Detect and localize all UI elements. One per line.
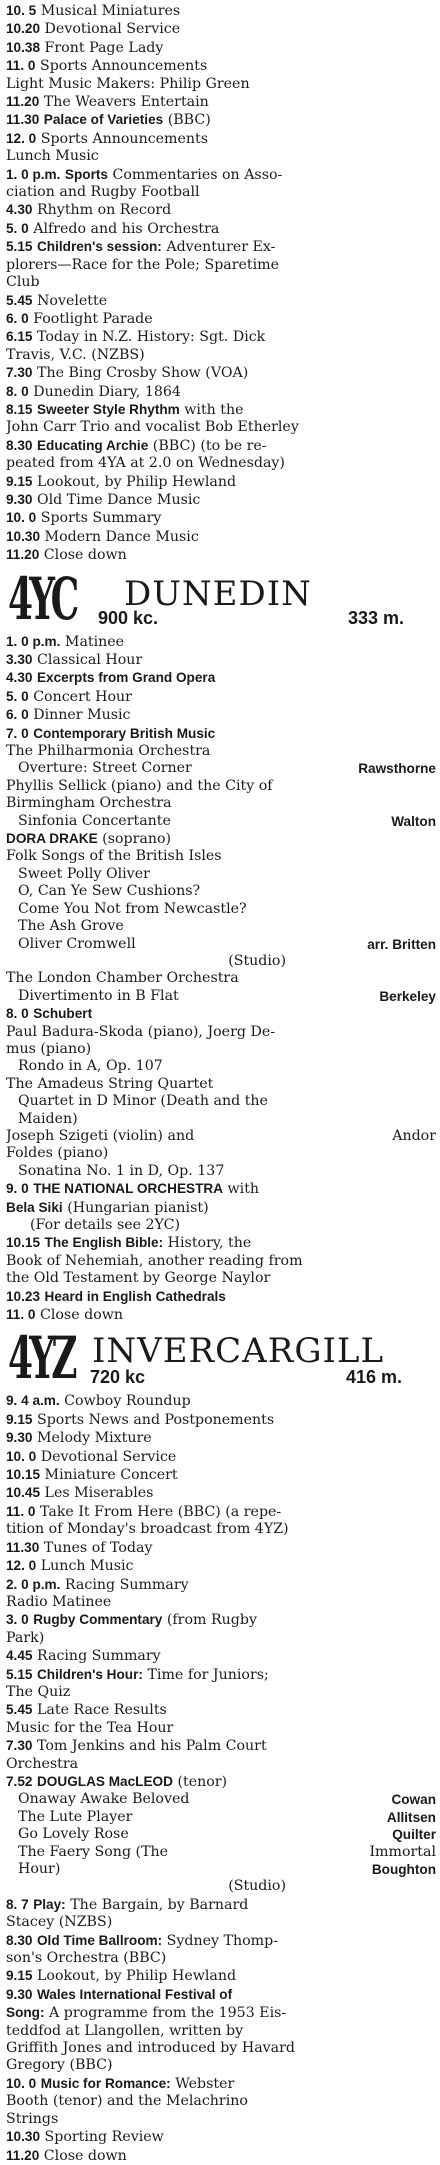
listing-continuation: Booth (tenor) and the Melachrino — [6, 2093, 248, 2110]
listing-time: 6. 0 — [6, 310, 29, 326]
listing-line — [6, 669, 436, 687]
listing-text: Lookout, by Philip Hewland — [36, 1968, 237, 1985]
listing-text: (soprano) — [102, 831, 172, 848]
listing-title: Old Time Ballroom: — [36, 1932, 163, 1948]
listing-title: THE NATIONAL ORCHESTRA — [33, 1181, 224, 1197]
station-header-4yc — [6, 564, 436, 633]
station-wavelength: 416 m. — [346, 1367, 403, 1388]
listing-credit-line — [6, 1809, 436, 1826]
listing-continuation: (Studio) — [228, 952, 286, 969]
listing-time: 10. 0 — [6, 2075, 37, 2091]
listing-continuation: the Old Testament by George Naylor — [6, 1270, 271, 1287]
listing-line — [6, 2004, 436, 2022]
listing-time: 10.38 — [6, 39, 41, 55]
listing-line — [6, 1611, 436, 1629]
listing-line — [6, 1288, 436, 1306]
listing-line — [6, 401, 436, 419]
listing-line — [6, 1484, 436, 1502]
listing-time: 5. 0 — [6, 220, 29, 236]
listing-title: Contemporary British Music — [33, 725, 216, 741]
work-title-cont: Immortal — [369, 1843, 436, 1860]
listing-line — [6, 491, 436, 509]
listing-line — [6, 1503, 436, 1521]
listing-text: Devotional Service — [40, 1448, 177, 1465]
listing-title: Children's session: — [36, 239, 162, 255]
listing-continuation: Sonatina No. 1 in D, Op. 137 — [18, 1162, 225, 1179]
listing-continuation: son's Orchestra (BBC) — [6, 1950, 167, 1967]
listing-title: Schubert — [33, 1006, 93, 1022]
listing-text: Modern Dance Music — [44, 528, 199, 545]
listing-credit-line — [6, 1861, 436, 1878]
listing-credit-line — [6, 760, 436, 777]
listing-time: 10. 0 — [6, 1448, 37, 1464]
station-wavelength: 333 m. — [348, 607, 405, 628]
listing-title: Song: — [6, 2005, 45, 2021]
listing-text: with — [227, 1181, 260, 1198]
listing-continuation: The Philharmonia Orchestra — [6, 743, 211, 760]
listing-time: 11. 0 — [6, 1503, 36, 1519]
listing-line — [6, 528, 436, 546]
work-title: Go Lovely Rose — [18, 1826, 129, 1843]
listing-text: Close down — [40, 1307, 124, 1324]
listing-line — [6, 1234, 436, 1252]
listing-text: Classical Hour — [36, 652, 143, 668]
listing-text: Concert Hour — [33, 688, 132, 705]
listing-time: 8.30 — [6, 1932, 33, 1948]
listing-text: Sports Summary — [40, 510, 162, 527]
listing-continuation: Rondo in A, Op. 107 — [18, 1058, 163, 1075]
listing-time: 9. 4 a.m. — [6, 1393, 60, 1409]
listing-text: Webster — [175, 2075, 235, 2092]
listing-title: DOUGLAS MacLEOD — [36, 1773, 173, 1789]
work-title: Divertimento in B Flat — [18, 987, 179, 1004]
work-title: The Lute Player — [18, 1808, 133, 1825]
listing-time: 11. 0 — [6, 1307, 36, 1323]
listing-continuation: Maiden) — [18, 1110, 78, 1127]
listing-line — [6, 473, 436, 491]
listing-title: Palace of Varieties — [43, 112, 164, 128]
composer: Walton — [391, 813, 436, 829]
listing-line — [6, 1576, 436, 1594]
listing-title: Children's Hour: — [36, 1666, 143, 1682]
listing-text: Lookout, by Philip Hewland — [36, 473, 237, 490]
listing-continuation: The London Chamber Orchestra — [6, 970, 239, 987]
listing-time: 9. 0 — [6, 1181, 29, 1197]
listing-title: Play: — [33, 1896, 66, 1912]
listing-line — [6, 201, 436, 219]
listing-text: Lunch Music — [40, 1558, 134, 1575]
listing-continuation: The Quiz — [6, 1683, 71, 1700]
listing-line — [6, 1557, 436, 1575]
listing-continuation: The Ash Grove — [18, 918, 124, 935]
listing-continuation: Light Music Makers: Philip Green — [6, 75, 250, 92]
listing-line — [6, 830, 436, 848]
listing-text: Commentaries on Asso- — [112, 166, 283, 183]
work-title: The Faery Song (The — [18, 1843, 169, 1860]
listing-text: Sports News and Postponements — [36, 1411, 275, 1428]
listing-line — [6, 1448, 436, 1466]
listing-text: Take It From Here (BBC) (a repe- — [40, 1503, 282, 1520]
listing-continuation: John Carr Trio and vocalist Bob Etherley — [6, 419, 299, 436]
work-title: Sinfonia Concertante — [18, 812, 171, 829]
listing-time: 7.52 — [6, 1773, 33, 1789]
listing-time: 6. 0 — [6, 707, 29, 723]
listing-continuation: Music for the Tea Hour — [6, 1719, 174, 1736]
composer: Allitsen — [386, 1809, 436, 1825]
listing-continuation: peated from 4YA at 2.0 on Wednesday) — [6, 455, 285, 472]
listing-title: Excerpts from Grand Opera — [36, 670, 216, 686]
listing-time: 10.15 — [6, 1467, 41, 1483]
listing-text: Today in N.Z. History: Sgt. Dick — [36, 329, 266, 346]
listing-line — [6, 1647, 436, 1665]
listing-title: DORA DRAKE — [6, 831, 98, 847]
listing-title: Bela Siki — [6, 1199, 63, 1215]
listing-continuation: Book of Nehemiah, another reading from — [6, 1252, 303, 1269]
listing-text: Sports Announcements — [40, 130, 209, 147]
listing-text: A programme from the 1953 Eis- — [49, 2005, 287, 2022]
listing-time: 8. 7 — [6, 1896, 29, 1912]
listing-text: Devotional Service — [44, 21, 181, 38]
composer: Boughton — [371, 1862, 436, 1877]
composer: arr. Britten — [367, 936, 436, 952]
listing-line — [6, 1666, 436, 1684]
listing-time: 9.15 — [6, 473, 33, 489]
listing-line — [6, 1986, 436, 2004]
listing-line — [6, 651, 436, 669]
station-city: DUNEDIN — [124, 573, 312, 614]
listing-line — [6, 1005, 436, 1023]
listing-line — [6, 1466, 436, 1484]
composer: Cowan — [391, 1792, 436, 1808]
listing-credit-line — [6, 1826, 436, 1843]
listing-text: Cowboy Roundup — [64, 1393, 191, 1410]
listing-line — [6, 1539, 436, 1557]
listing-time: 10.30 — [6, 528, 41, 544]
listing-time: 11. 0 — [6, 58, 36, 74]
listing-time: 9.30 — [6, 491, 33, 507]
listing-line — [6, 1429, 436, 1447]
listing-text: Time for Juniors; — [147, 1666, 269, 1683]
listing-text: Sporting Review — [44, 2129, 164, 2146]
listing-text: Miniature Concert — [44, 1467, 178, 1484]
listing-continuation: Paul Badura-Skoda (piano), Joerg De- — [6, 1023, 276, 1040]
listing-time: 10. 5 — [6, 3, 37, 18]
listing-text: Melody Mixture — [36, 1430, 152, 1447]
listing-text: Dinner Music — [33, 707, 131, 724]
listing-continuation: Radio Matinee — [6, 1593, 112, 1610]
listing-time: 7.30 — [6, 365, 33, 381]
listing-text: Close down — [43, 547, 127, 564]
listing-time: 6.15 — [6, 329, 33, 345]
listing-text: (Hungarian pianist) — [67, 1199, 209, 1216]
listing-text: History, the — [167, 1235, 252, 1252]
listing-time: 5. 0 — [6, 688, 29, 704]
listing-time: 11.30 — [6, 1539, 40, 1555]
listing-line — [6, 706, 436, 724]
listing-text: Matinee — [64, 633, 125, 650]
listings-column — [6, 2, 436, 2165]
station-city: INVERCARGILL — [92, 1331, 385, 1372]
listing-time: 10.20 — [6, 21, 41, 37]
listing-continuation: Folk Songs of the British Isles — [6, 848, 222, 865]
listing-continuation: Orchestra — [6, 1755, 79, 1772]
composer: Rawsthorne — [358, 761, 436, 777]
listing-text: (from Rugby — [166, 1612, 257, 1629]
listing-text: Dunedin Diary, 1864 — [33, 383, 181, 400]
listing-text: The Bing Crosby Show (VOA) — [36, 365, 249, 382]
listing-line — [6, 1701, 436, 1719]
listing-time: 1. 0 p.m. — [6, 166, 61, 182]
listing-line — [6, 1737, 436, 1755]
listing-continuation: Come You Not from Newcastle? — [18, 900, 247, 917]
listing-line — [6, 292, 436, 310]
listing-line — [6, 1199, 436, 1217]
listing-continuation: Birmingham Orchestra — [6, 795, 172, 812]
listing-text: (BBC) — [167, 112, 211, 129]
listing-continuation: O, Can Ye Sew Cushions? — [18, 883, 201, 900]
listing-time: 5.45 — [6, 292, 33, 308]
listing-text: Adventurer Ex- — [166, 239, 276, 256]
listing-line — [6, 130, 436, 148]
listing-text: Les Miserables — [44, 1485, 154, 1502]
listing-continuation: Quartet in D Minor (Death and the — [18, 1093, 268, 1110]
listing-continuation: Phyllis Sellick (piano) and the City of — [6, 777, 273, 794]
listing-text: Musical Miniatures — [40, 3, 181, 19]
listing-text: Alfredo and his Orchestra — [33, 220, 220, 237]
listing-continuation: tition of Monday's broadcast from 4YZ) — [6, 1521, 289, 1538]
listing-time: 4.30 — [6, 670, 33, 686]
listing-time: 12. 0 — [6, 130, 37, 146]
listing-line — [6, 310, 436, 328]
listing-time: 8. 0 — [6, 1006, 29, 1022]
listing-line — [6, 93, 436, 111]
station-header-4yz — [6, 1324, 436, 1393]
listing-title: Music for Romance: — [40, 2075, 171, 2091]
listing-text: with the — [184, 401, 244, 418]
listing-line — [6, 437, 436, 455]
composer: Quilter — [392, 1827, 436, 1843]
performer: Andor — [392, 1127, 436, 1144]
listing-credit-line — [6, 1844, 436, 1861]
listing-line — [6, 725, 436, 743]
listing-credit-line — [6, 936, 436, 953]
listing-line — [6, 1896, 436, 1914]
listing-time: 10. 0 — [6, 510, 37, 526]
listing-line — [6, 1180, 436, 1198]
listing-continuation: Foldes (piano) — [6, 1145, 109, 1162]
listing-line — [6, 509, 436, 527]
programme-section-4yc — [6, 633, 436, 1325]
station-frequency: 900 kc. — [98, 607, 159, 628]
listing-line — [6, 688, 436, 706]
listing-continuation: ciation and Rugby Football — [6, 184, 200, 201]
listing-time: 4.30 — [6, 202, 33, 218]
listing-title: Sports — [64, 166, 108, 182]
listing-time: 8.15 — [6, 401, 33, 417]
listing-line — [6, 166, 436, 184]
listing-continuation: plorers—Race for the Pole; Sparetime — [6, 256, 279, 273]
listing-continuation: teddfod at Llangollen, written by — [6, 2022, 244, 2039]
composer: Berkeley — [379, 988, 436, 1004]
listing-time: 11.20 — [6, 547, 40, 563]
work-title: Oliver Cromwell — [18, 935, 136, 952]
listing-text: Close down — [43, 2147, 127, 2164]
listing-time: 10.15 — [6, 1235, 41, 1251]
listing-continuation: (Studio) — [228, 1878, 286, 1895]
listing-time: 7. 0 — [6, 725, 29, 741]
listing-line — [6, 1306, 436, 1324]
listing-line — [6, 57, 436, 75]
listing-time: 11.20 — [6, 94, 40, 110]
listing-line — [6, 2128, 436, 2146]
listing-time: 2. 0 p.m. — [6, 1576, 61, 1592]
listing-time: 5.15 — [6, 1666, 33, 1682]
listing-line — [6, 2075, 436, 2093]
listing-text: (BBC) (to be re- — [152, 437, 267, 454]
listing-line — [6, 383, 436, 401]
listing-credit-line — [6, 1128, 436, 1145]
listing-time: 10.45 — [6, 1485, 41, 1501]
listing-continuation: Park) — [6, 1629, 45, 1646]
listing-time: 9.30 — [6, 1986, 33, 2002]
listing-time: 3. 0 — [6, 1612, 29, 1628]
listing-title: Educating Archie — [36, 437, 149, 453]
listing-time: 5.45 — [6, 1702, 33, 1718]
listing-line — [6, 1392, 436, 1410]
listing-line — [6, 238, 436, 256]
listing-time: 10.30 — [6, 2129, 41, 2145]
listing-text: Front Page Lady — [44, 39, 164, 56]
listing-text: Late Race Results — [36, 1702, 167, 1719]
listing-text: The Bargain, by Barnard — [70, 1896, 249, 1913]
listing-line — [6, 546, 436, 564]
listing-text: Footlight Parade — [33, 310, 153, 327]
listing-continuation: Strings — [6, 2110, 59, 2127]
work-title: Overture: Street Corner — [18, 760, 192, 777]
listing-continuation: Stacey (NZBS) — [6, 1914, 113, 1931]
listing-time: 9.30 — [6, 1430, 33, 1446]
listing-line — [6, 1773, 436, 1791]
listing-text: Tunes of Today — [43, 1539, 153, 1556]
listing-line — [6, 20, 436, 38]
listing-time: 7.30 — [6, 1738, 33, 1754]
listing-time: 5.15 — [6, 239, 33, 255]
listing-line — [6, 1411, 436, 1429]
listing-continuation: The Amadeus String Quartet — [6, 1075, 214, 1092]
listing-time: 9.15 — [6, 1968, 33, 1984]
listing-continuation: Griffith Jones and introduced by Havard — [6, 2040, 295, 2057]
listing-line — [6, 1967, 436, 1985]
listing-text: Novelette — [36, 292, 108, 309]
listing-line — [6, 39, 436, 57]
listing-continuation: Club — [6, 274, 40, 291]
listing-time: 11.30 — [6, 112, 40, 128]
listing-line — [6, 2, 436, 20]
listing-credit-line — [6, 813, 436, 830]
station-callsign: 4YC — [8, 564, 76, 633]
listing-text: Racing Summary — [36, 1648, 161, 1665]
listing-line — [6, 328, 436, 346]
listing-time: 8. 0 — [6, 383, 29, 399]
listing-time: 4.45 — [6, 1648, 33, 1664]
listing-text: (tenor) — [177, 1773, 228, 1790]
listing-line — [6, 364, 436, 382]
listing-title: Wales International Festival of — [36, 1986, 233, 2002]
listing-line — [6, 111, 436, 129]
listing-continuation: Lunch Music — [6, 148, 99, 165]
listing-text: Racing Summary — [64, 1576, 189, 1593]
listing-time: 11.20 — [6, 2147, 40, 2163]
listing-time: 1. 0 p.m. — [6, 633, 61, 649]
listing-text: Old Time Dance Music — [36, 491, 201, 508]
listing-title: Rugby Commentary — [33, 1612, 163, 1628]
listing-time: 10.23 — [6, 1288, 41, 1304]
station-callsign: 4YZ — [8, 1324, 74, 1393]
programme-section-1 — [6, 2, 436, 565]
listing-line — [6, 2147, 436, 2165]
listing-text: Sports Announcements — [40, 58, 208, 75]
listing-time: 9.15 — [6, 1411, 33, 1427]
work-title: Onaway Awake Beloved — [18, 1791, 190, 1808]
listing-title: Heard in English Cathedrals — [44, 1288, 226, 1304]
performer: Joseph Szigeti (violin) and — [6, 1127, 195, 1144]
listing-continuation: Gregory (BBC) — [6, 2057, 113, 2074]
work-title: Hour) — [18, 1861, 61, 1877]
listing-continuation: (For details see 2YC) — [30, 1217, 181, 1233]
listing-continuation: Sweet Polly Oliver — [18, 865, 150, 882]
listing-title: The English Bible: — [44, 1235, 164, 1251]
listing-credit-line — [6, 1791, 436, 1808]
listing-text: Sydney Thomp- — [166, 1932, 278, 1949]
listing-line — [6, 220, 436, 238]
listing-line — [6, 1932, 436, 1950]
listing-time: 12. 0 — [6, 1558, 37, 1574]
listing-credit-line — [6, 988, 436, 1005]
listing-text: The Weavers Entertain — [43, 94, 209, 111]
listing-continuation: Travis, V.C. (NZBS) — [6, 346, 145, 363]
listing-title: Sweeter Style Rhythm — [36, 401, 180, 417]
listing-text: Rhythm on Record — [36, 202, 172, 219]
station-frequency: 720 kc — [90, 1367, 146, 1388]
programme-section-4yz — [6, 1392, 436, 2164]
listing-text: Tom Jenkins and his Palm Court — [36, 1738, 267, 1755]
listing-time: 3.30 — [6, 652, 33, 667]
listing-line — [6, 633, 436, 651]
listing-continuation: mus (piano) — [6, 1040, 92, 1057]
listing-time: 8.30 — [6, 437, 33, 453]
